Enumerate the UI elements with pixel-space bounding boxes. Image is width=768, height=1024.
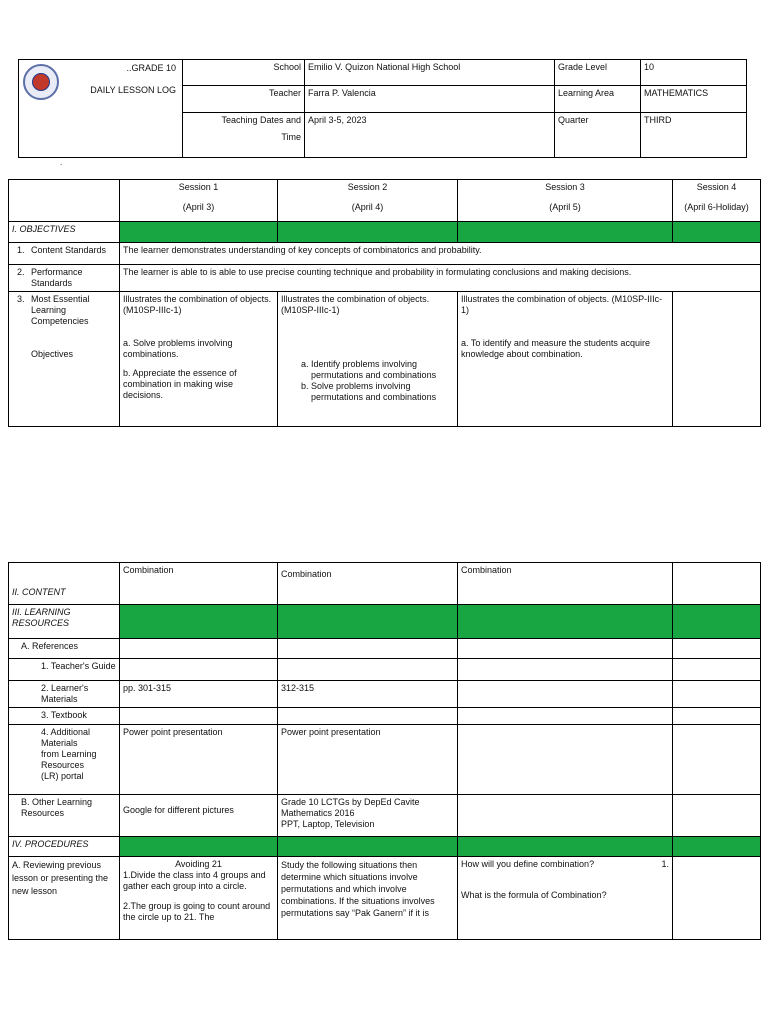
- content-standards-label: 1. Content Standards: [9, 243, 120, 265]
- content-heading: II. CONTENT: [9, 563, 120, 605]
- additional-materials-label: 4. Additional Materials from Learning Resources (LR) portal: [9, 725, 120, 795]
- activity-title: Avoiding 21: [175, 859, 222, 869]
- cell: [673, 708, 761, 725]
- additional-s2: Power point presentation: [278, 725, 458, 795]
- melc-label: 3. Most Essential Learning Competencies: [17, 294, 90, 326]
- other-resources-label: B. Other Learning Resources: [9, 795, 120, 837]
- other-s1: Google for different pictures: [120, 795, 278, 837]
- procedures-s2: Study the following situations then determine which situations involve permutations and which involve combinations. If the situations involves permutations say “Pak Ganern” if it is: [278, 857, 458, 940]
- dates-label: [183, 112, 305, 157]
- procedures-heading: IV. PROCEDURES: [9, 837, 120, 857]
- learners-materials-label: 2. Learner's Materials: [9, 681, 120, 708]
- content-s1: Combination: [120, 563, 278, 605]
- session-header-blank: [9, 180, 120, 222]
- grade-heading: ..GRADE 10: [126, 63, 176, 73]
- content-s2: Combination: [278, 563, 458, 605]
- review-label: A. Reviewing previous lesson or presenting the new lesson: [9, 857, 120, 940]
- lm-s1: pp. 301-315: [120, 681, 278, 708]
- cell: [120, 639, 278, 659]
- performance-standards-text: The learner is able to is able to use precise counting technique and probability in formulating conclusions and making decisions.: [120, 265, 761, 292]
- cell: [673, 639, 761, 659]
- quarter-value: THIRD: [641, 112, 747, 157]
- green-band: [120, 222, 278, 243]
- green-band: [673, 222, 761, 243]
- green-band: [120, 605, 278, 639]
- cell: [278, 659, 458, 681]
- cell: [673, 681, 761, 708]
- green-band: [673, 605, 761, 639]
- grade-level-value: 10: [641, 60, 747, 86]
- header-table: [18, 59, 747, 158]
- cell: [458, 708, 673, 725]
- session-2-objectives: Illustrates the combination of objects. (M10SP-IIIc-1) a. Identify problems involving permutations and combinations b. Solve problems involving permutations and combinations: [278, 292, 458, 427]
- teacher-value: Farra P. Valencia: [305, 86, 555, 112]
- learning-area-label: Learning Area: [555, 86, 641, 112]
- cell: [458, 725, 673, 795]
- session-4-objectives: [673, 292, 761, 427]
- content-table: [8, 562, 761, 940]
- teacher-label: Teacher: [183, 86, 305, 112]
- procedures-s3: How will you define combination? 1. What is the formula of Combination?: [458, 857, 673, 940]
- cell: [673, 659, 761, 681]
- school-value: Emilio V. Quizon National High School: [305, 60, 555, 86]
- session-3-objectives: Illustrates the combination of objects. (M10SP-IIIc-1) a. To identify and measure the students acquire knowledge about combination.: [458, 292, 673, 427]
- cell: [458, 639, 673, 659]
- green-band: [120, 837, 278, 857]
- session-2-header: Session 2 (April 4): [278, 180, 458, 222]
- green-band: [458, 605, 673, 639]
- content-s4: [673, 563, 761, 605]
- cell: [458, 659, 673, 681]
- additional-s1: Power point presentation: [120, 725, 278, 795]
- learning-resources-heading: III. LEARNING RESOURCES: [9, 605, 120, 639]
- green-band: [673, 837, 761, 857]
- procedures-s4: [673, 857, 761, 940]
- session-3-header: Session 3 (April 5): [458, 180, 673, 222]
- dates-label-line2: Time: [281, 131, 301, 142]
- other-s2: Grade 10 LCTGs by DepEd Cavite Mathematics 2016 PPT, Laptop, Television: [278, 795, 458, 837]
- learning-area-value: MATHEMATICS: [641, 86, 747, 112]
- cell: [120, 659, 278, 681]
- session-1-objectives: Illustrates the combination of objects. (M10SP-IIIc-1) a. Solve problems involving combinations. b. Appreciate the essence of combination in making wise decisions.: [120, 292, 278, 427]
- green-band: [458, 837, 673, 857]
- objectives-heading: I. OBJECTIVES: [9, 222, 120, 243]
- teachers-guide-label: 1. Teacher's Guide: [9, 659, 120, 681]
- performance-standards-label: 2. Performance Standards: [9, 265, 120, 292]
- header-title-cell: [19, 60, 183, 158]
- session-1-header: Session 1 (April 3): [120, 180, 278, 222]
- cell: [278, 639, 458, 659]
- school-label: School: [183, 60, 305, 86]
- green-band: [458, 222, 673, 243]
- objectives-table: [8, 179, 761, 427]
- dates-label-line1: Teaching Dates and: [221, 114, 301, 125]
- cell: [673, 725, 761, 795]
- green-band: [278, 222, 458, 243]
- textbook-label: 3. Textbook: [9, 708, 120, 725]
- session-4-header: Session 4 (April 6-Holiday): [673, 180, 761, 222]
- references-label: A. References: [9, 639, 120, 659]
- page-mark: .: [60, 158, 63, 167]
- content-standards-text: The learner demonstrates understanding of key concepts of combinatorics and probability.: [120, 243, 761, 265]
- green-band: [278, 837, 458, 857]
- dates-value: April 3-5, 2023: [305, 112, 555, 157]
- cell: [278, 708, 458, 725]
- content-s3: Combination: [458, 563, 673, 605]
- objectives-label: Objectives: [31, 349, 74, 359]
- grade-level-label: Grade Level: [555, 60, 641, 86]
- green-band: [278, 605, 458, 639]
- cell: [458, 795, 673, 837]
- lm-s2: 312-315: [278, 681, 458, 708]
- cell: [673, 795, 761, 837]
- quarter-label: Quarter: [555, 112, 641, 157]
- cell: [458, 681, 673, 708]
- daily-lesson-log-title: DAILY LESSON LOG: [90, 85, 176, 95]
- cell: [120, 708, 278, 725]
- melc-label-cell: [9, 292, 120, 427]
- procedures-s1: Avoiding 21 1.Divide the class into 4 groups and gather each group into a circle. 2.The group is going to count around the circle up to 21. The: [120, 857, 278, 940]
